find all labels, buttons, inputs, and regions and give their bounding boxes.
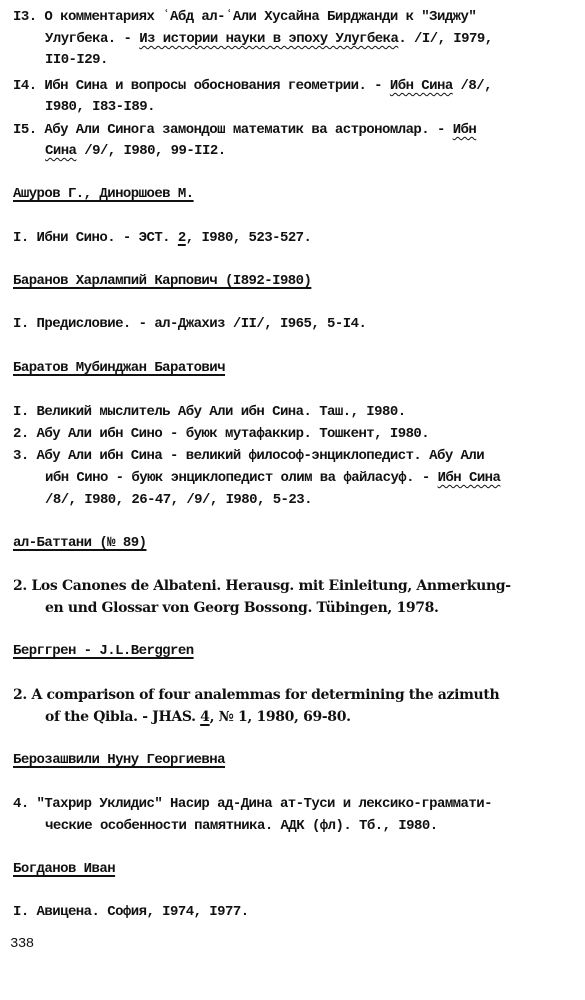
source-title: Ибн [452,122,477,138]
entry-text: 3. Абу Али ибн Сина - великий философ-энциклопедист. [13,448,430,464]
entry-15-line-1 [13,120,476,140]
entry-text: I3. О комментариях ʿАбд ал-ʿАли Хусайна Бирджанди к "Зиджу" [13,9,477,25]
baratov-entry-2: 2. Абу Али ибн Сино - буюк мутафаккир. Тошкент, I980. [13,426,430,442]
entry-14-line-2 [45,97,155,117]
entry-text: Улугбека. - [45,31,140,47]
battani-entry-2-line-1: 2. Los Canones de Albateni. Herausg. mit Einleitung, Anmerkung- [13,578,511,594]
author-heading-bogdanov: Богданов Иван [13,861,116,877]
source-title: Сина [45,143,77,159]
author-heading-battani: ал-Баттани (№ 89) [13,535,147,551]
entry-text: Абу Али [429,448,485,464]
berggren-entry-2-line-2 [45,707,351,727]
berozashvili-entry-4-line-2: ческие особенности памятника. АДК (фл). Тб., I980. [45,818,438,834]
author-heading-ashurov: Ашуров Г., Диноршоев М. [13,186,194,202]
entry-text: I5. Абу Али Синога замондош математик ва астрономлар. - [13,122,453,138]
entry-text: I980, I83-I89. [45,99,155,115]
entry-13-line-3 [45,50,108,70]
volume-number: 4 [200,709,210,725]
berozashvili-entry-4-line-1: 4. "Тахрир Уклидис" Насир ад-Дина ат-Туси и лексико-граммати- [13,796,492,812]
entry-13-line-2 [45,29,493,49]
volume-number: 2 [177,230,186,246]
battani-entry-2-line-2: en und Glossar von Georg Bossong. Tübingen, 1978. [45,600,439,616]
entry-text: , № 1, 1980, 69-80. [209,709,351,725]
entry-text: ибн Сино - буюк энциклопедист олим ва файласуф. - [45,470,438,486]
author-heading-baratov: Баратов Мубинджан Баратович [13,360,225,376]
entry-14-line-1 [13,76,492,96]
entry-text: II0-I29. [45,52,108,68]
baratov-entry-1: I. Великий мыслитель Абу Али ибн Сина. Таш., I980. [13,404,406,420]
baranov-entry-1: I. Предисловие. - ал-Джахиз /II/, I965, 5-I4. [13,316,367,332]
page-number: 338 [10,936,34,952]
author-heading-berggren: Берггрен - J.L.Berggren [13,643,194,659]
entry-text: I. Ибни Сино. - ЭСТ. [13,230,178,246]
source-title: Ибн Сина [437,470,501,486]
baratov-entry-3-line-3: /8/, I980, 26-47, /9/, I980, 5-23. [45,492,312,508]
berggren-entry-2-line-1: 2. A comparison of four analemmas for determining the azimuth [13,687,500,703]
author-heading-berozashvili: Берозашвили Нуну Георгиевна [13,752,225,768]
baratov-entry-3-line-1 [13,446,484,466]
entry-text: I4. Ибн Сина и вопросы обоснования геометрии. - [13,78,390,94]
entry-13-line-1 [13,7,476,27]
source-title: Из истории науки в эпоху Улугбека [139,31,399,47]
source-title: Ибн Сина [389,78,453,94]
entry-text: /8/, [452,78,492,94]
entry-text: /9/, I980, 99-II2. [76,143,226,159]
entry-text: , I980, 523-527. [185,230,312,246]
baratov-entry-3-line-2 [45,468,500,488]
bogdanov-entry-1: I. Авицена. София, I974, I977. [13,904,249,920]
author-heading-baranov: Баранов Харлампий Карпович (I892-I980) [13,273,312,289]
entry-text: of the Qibla. - JHAS. [45,709,201,725]
entry-text: . /I/, I979, [398,31,493,47]
entry-15-line-2 [45,141,226,161]
ashurov-entry-1 [13,228,311,248]
